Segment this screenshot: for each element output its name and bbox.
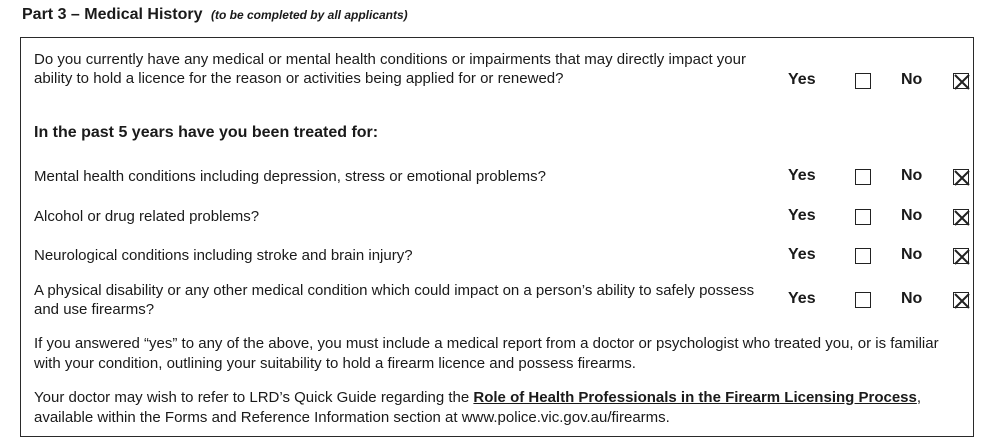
part-title: Part 3 – Medical History [22, 6, 203, 23]
q3-yes-checkbox[interactable] [855, 248, 871, 264]
question-text: A physical disability or any other medical condition which could impact on a person’s ability to safely possess and use firearms? [34, 282, 755, 318]
yes-label: Yes [788, 207, 816, 224]
q3-no-checkbox[interactable] [953, 248, 969, 264]
yes-label: Yes [788, 246, 816, 263]
check-x-icon [952, 168, 972, 188]
no-label: No [901, 167, 923, 184]
q4-no-checkbox[interactable] [953, 292, 969, 308]
medical-report-note: If you answered “yes” to any of the above, you must include a medical report from a doctor or psychologist who treated you, or is familiar with your condition, outlining your suitability to hold a firearm licence and possess firearms. [34, 335, 939, 372]
question-text: Mental health conditions including depression, stress or emotional problems? [34, 168, 546, 185]
check-x-icon [952, 72, 972, 92]
part-heading [22, 6, 408, 24]
intro-yes-checkbox[interactable] [855, 73, 871, 89]
doctor-guide-note [34, 388, 964, 428]
question-text: Alcohol or drug related problems? [34, 208, 260, 225]
check-x-icon [952, 247, 972, 267]
intro-no-checkbox[interactable] [953, 73, 969, 89]
q1-yes-checkbox[interactable] [855, 169, 871, 185]
medical-history-box [20, 37, 974, 437]
yes-label: Yes [788, 71, 816, 88]
check-x-icon [952, 291, 972, 311]
question-text: Neurological conditions including stroke and brain injury? [34, 247, 413, 264]
section-heading: In the past 5 years have you been treated for: [34, 124, 379, 141]
check-x-icon [952, 208, 972, 228]
part-subtitle: (to be completed by all applicants) [210, 8, 408, 22]
yes-label: Yes [788, 290, 816, 307]
no-label: No [901, 290, 923, 307]
health-professionals-guide-link[interactable]: Role of Health Professionals in the Firearm Licensing Process [473, 389, 917, 406]
no-label: No [901, 71, 923, 88]
q2-yes-checkbox[interactable] [855, 209, 871, 225]
guide-note-suffix: , available within the Forms and Reference Information section at www.police.vic.gov.au/firearms. [34, 389, 922, 426]
q4-yes-checkbox[interactable] [855, 292, 871, 308]
q1-no-checkbox[interactable] [953, 169, 969, 185]
yes-label: Yes [788, 167, 816, 184]
no-label: No [901, 246, 923, 263]
intro-question-text: Do you currently have any medical or mental health conditions or impairments that may directly impact your ability to hold a licence for the reason or activities being applied for or renewed? [34, 51, 746, 87]
no-label: No [901, 207, 923, 224]
guide-note-prefix: Your doctor may wish to refer to LRD’s Quick Guide regarding the [34, 389, 474, 406]
q2-no-checkbox[interactable] [953, 209, 969, 225]
